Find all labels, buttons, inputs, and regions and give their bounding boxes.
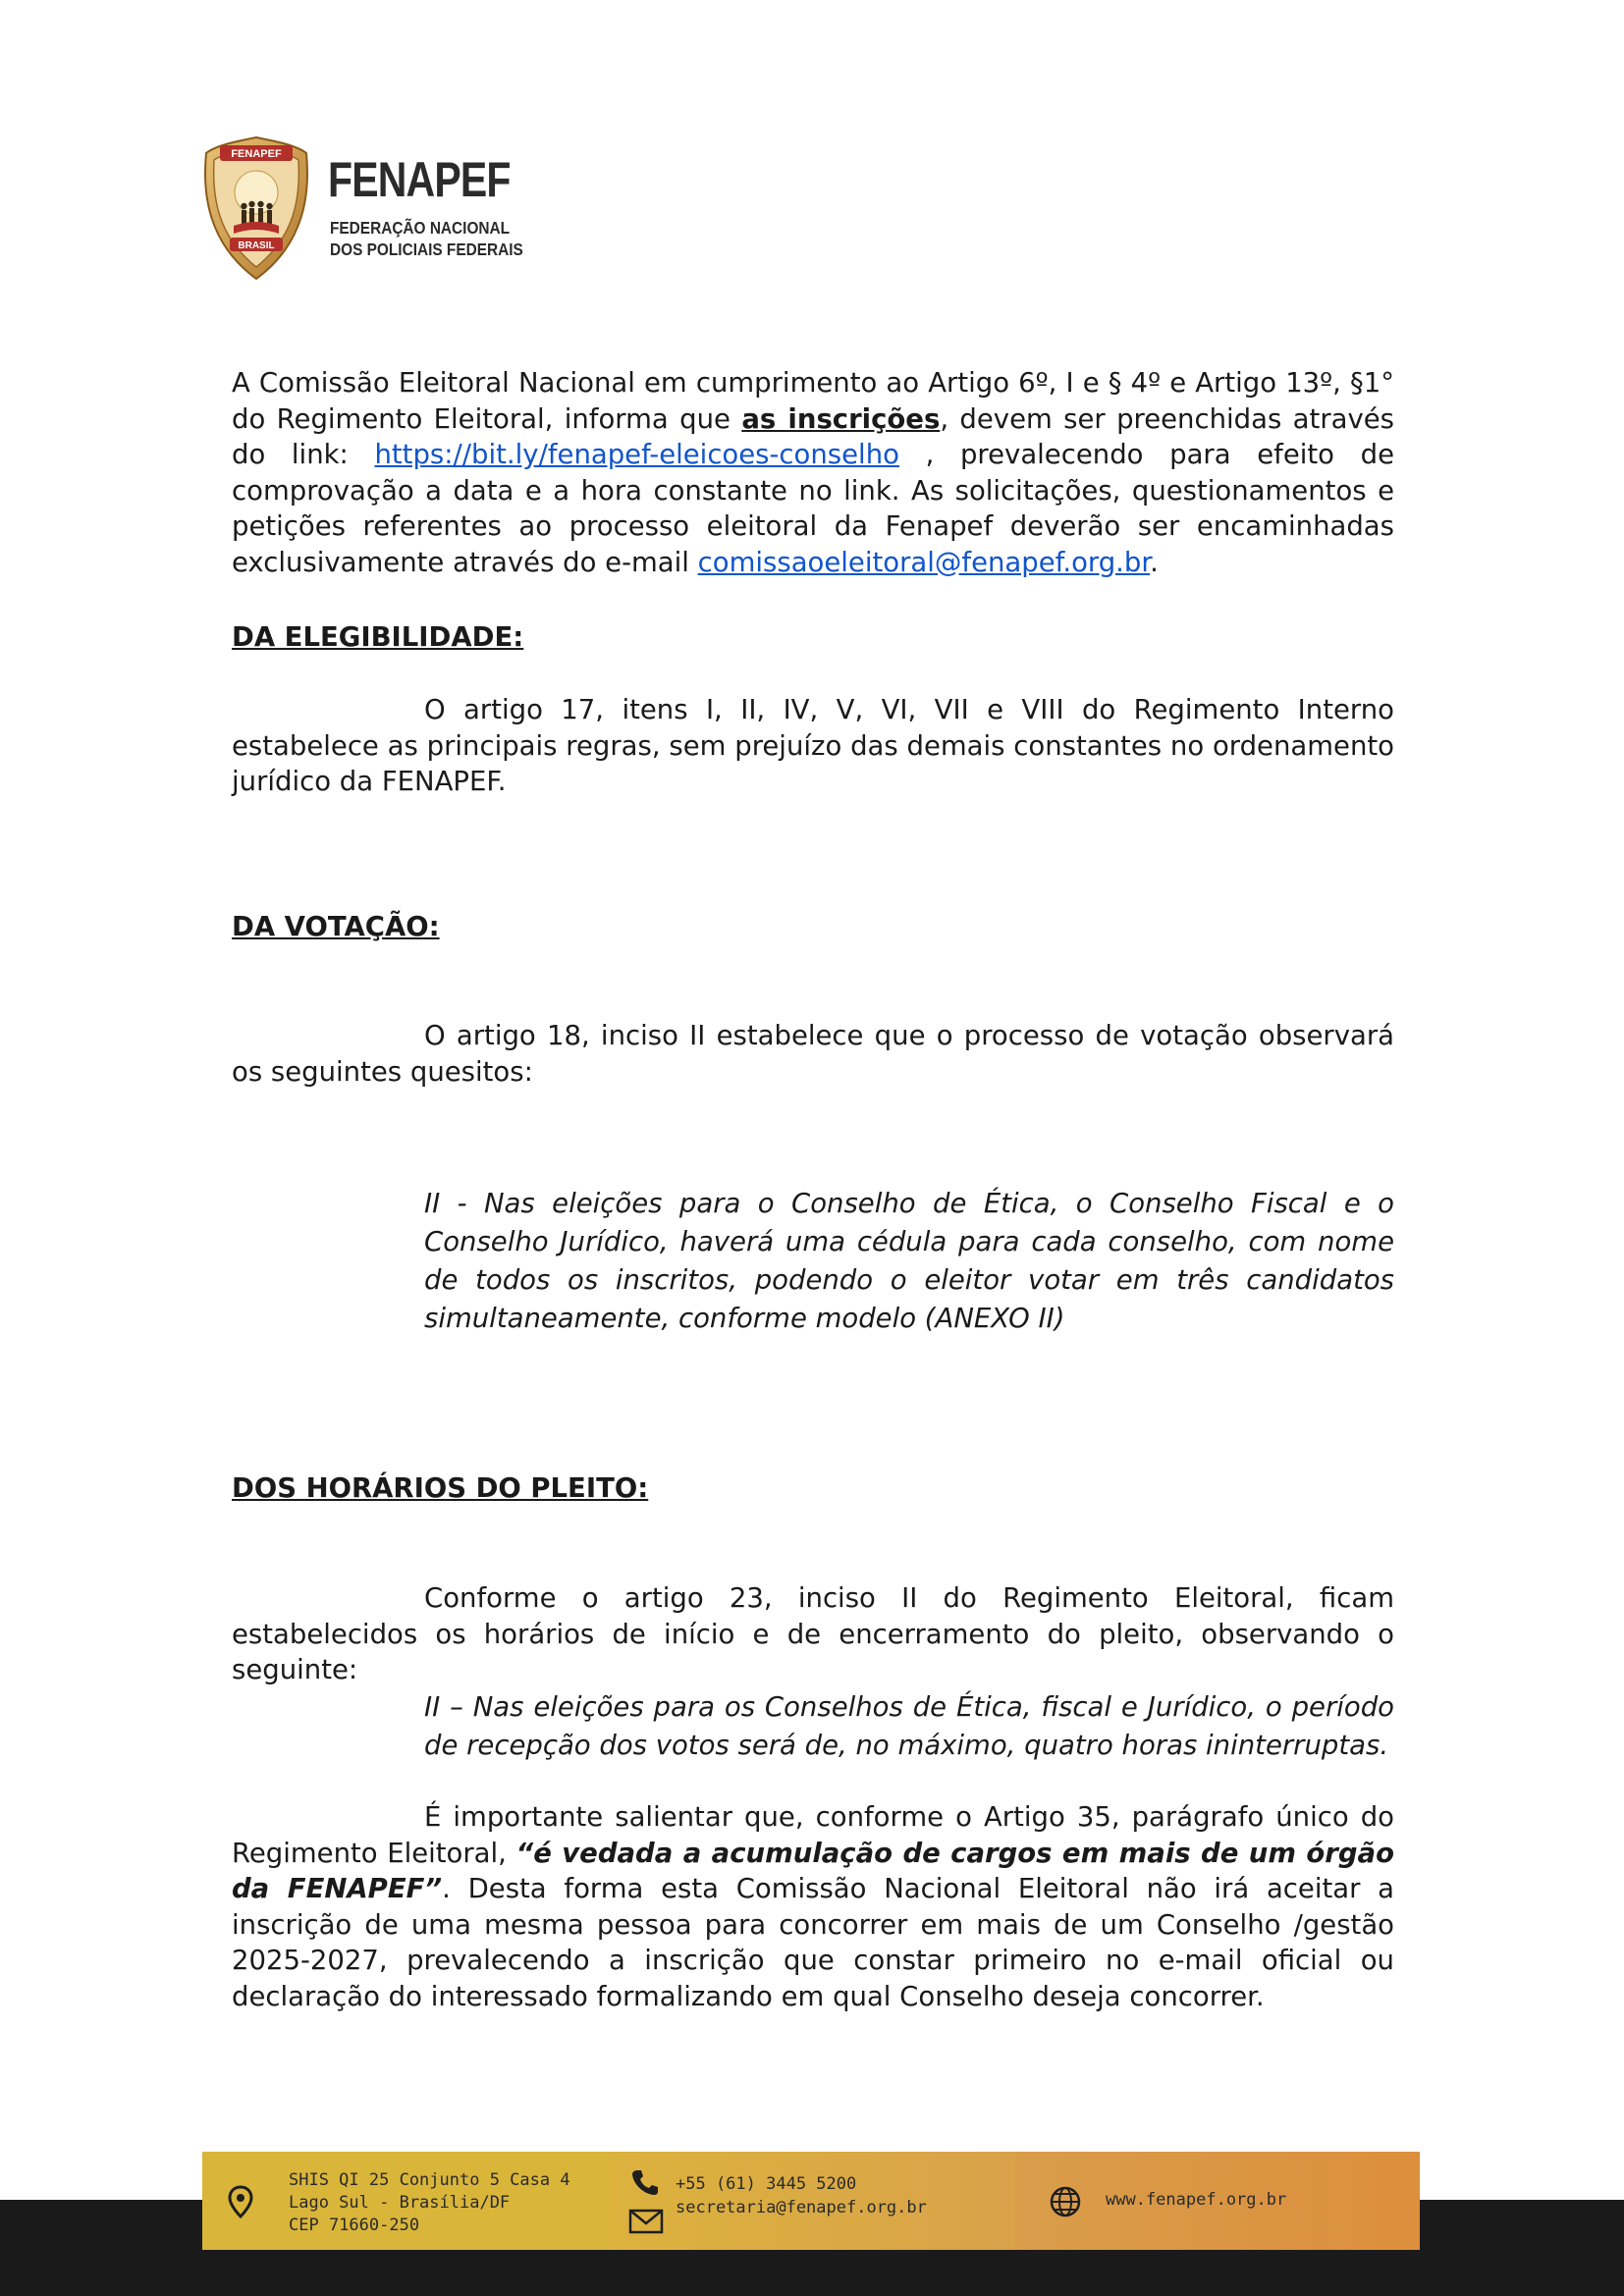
horarios-quote: II – Nas eleições para os Conselhos de Ética, fiscal e Jurídico, o período de recepção dos votos será de, no máximo, quatro horas ininterruptas. — [424, 1691, 1394, 1761]
mail-icon — [628, 2209, 664, 2234]
acumulacao-quote-emphasis: “é vedada a acumulação de cargos em mais de um órgão da FENAPEF” — [232, 1837, 1394, 1904]
address-line-2: Lago Sul - Brasília/DF — [289, 2193, 511, 2213]
footer-address-block — [202, 2152, 609, 2250]
footer-website[interactable]: www.fenapef.org.br — [1106, 2190, 1287, 2210]
fenapef-seal-icon — [202, 135, 310, 281]
elegibilidade-text: O artigo 17, itens I, II, IV, V, VI, VII e VIII do Regimento Interno estabelece as principais regras, sem prejuízo das demais constantes no ordenamento jurídico da FENAPEF. — [232, 694, 1394, 797]
footer-phone[interactable]: +55 (61) 3445 5200 — [676, 2174, 857, 2194]
acumulacao-text-2: . Desta forma esta Comissão Nacional Eleitoral não irá aceitar a inscrição de uma mesma pessoa para concorrer em mais de um Conselho /gestão 2025-2027, prevalecendo a inscrição que constar primeiro no e-mail oficial ou declaração do interessado formalizando em qual Conselho deseja concorrer. — [232, 1873, 1394, 2012]
footer-contact-block — [609, 2152, 1015, 2250]
phone-icon — [630, 2167, 660, 2197]
org-full-name-line2: DOS POLICIAIS FEDERAIS — [330, 240, 523, 259]
address-line-1: SHIS QI 25 Conjunto 5 Casa 4 — [289, 2170, 570, 2190]
heading-elegibilidade: DA ELEGIBILIDADE: — [232, 621, 524, 653]
intro-text: A Comissão Eleitoral Nacional em cumprimento ao Artigo 6º, I e § 4º e Artigo 13º, §1° do Regimento Eleitoral, informa que — [232, 367, 1394, 435]
location-pin-icon — [228, 2185, 253, 2218]
svg-text:BRASIL: BRASIL — [238, 240, 275, 251]
address-line-3: CEP 71660-250 — [289, 2216, 420, 2235]
org-name: FENAPEF — [328, 152, 511, 207]
fenapef-logo — [202, 135, 523, 283]
intro-text-2: , devem ser preenchidas através do link: — [232, 402, 1394, 470]
footer-website-block — [1015, 2152, 1420, 2250]
svg-text:FENAPEF: FENAPEF — [231, 148, 282, 160]
intro-text-4: . — [1150, 546, 1159, 578]
org-full-name-line1: FEDERAÇÃO NACIONAL — [330, 218, 511, 238]
registration-link[interactable]: https://bit.ly/fenapef-eleicoes-conselho — [374, 439, 899, 470]
acumulacao-text: É importante salientar que, conforme o Artigo 35, parágrafo único do Regimento Eleitoral, — [232, 1801, 1394, 1869]
acumulacao-paragraph — [232, 1799, 1394, 2014]
intro-text-3: , prevalecendo para efeito de comprovação a data e a hora constante no link. As solicitações, questionamentos e petições referentes ao processo eleitoral da Fenapef deverão ser encaminhadas exclusivamente através do e-mail — [232, 439, 1394, 578]
footer-email[interactable]: secretaria@fenapef.org.br — [676, 2198, 927, 2217]
votacao-text: O artigo 18, inciso II estabelece que o processo de votação observará os seguintes quesitos: — [232, 1020, 1394, 1088]
inscricoes-emphasis: as inscrições — [741, 402, 941, 435]
footer-contact-band — [202, 2152, 1420, 2250]
commission-email-link[interactable]: comissaoeleitoral@fenapef.org.br — [697, 546, 1151, 578]
heading-votacao: DA VOTAÇÃO: — [232, 911, 440, 942]
votacao-quote: II - Nas eleições para o Conselho de Ética, o Conselho Fiscal e o Conselho Jurídico, haverá uma cédula para cada conselho, com nome de todos os inscritos, podendo o eleitor votar em três candidatos simultaneamente, conforme modelo (ANEXO II) — [424, 1188, 1394, 1334]
intro-paragraph — [232, 365, 1394, 580]
horarios-text: Conforme o artigo 23, inciso II do Regimento Eleitoral, ficam estabelecidos os horários de início e de encerramento do pleito, observando o seguinte: — [232, 1582, 1394, 1685]
heading-horarios: DOS HORÁRIOS DO PLEITO: — [232, 1472, 649, 1504]
globe-icon — [1049, 2185, 1082, 2218]
